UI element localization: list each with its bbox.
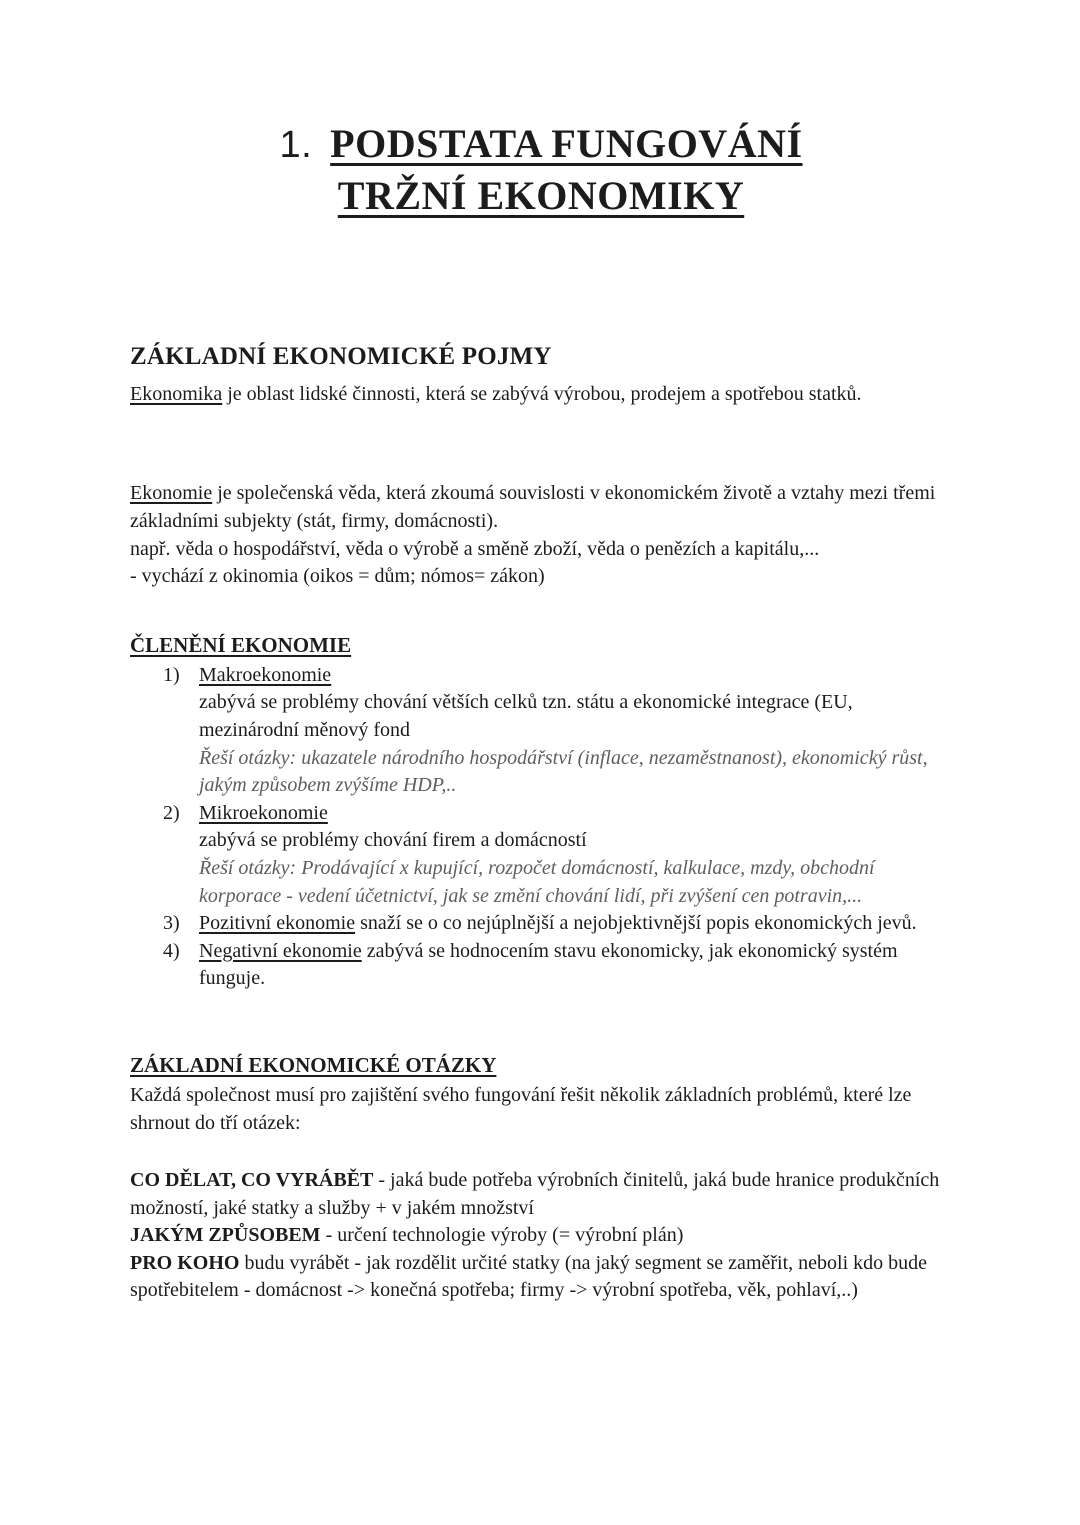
title-line-1 [130, 118, 952, 170]
list-term: Pozitivní ekonomie [199, 912, 356, 935]
list-item-description: zabývá se problémy chování větších celků tzn. státu a ekonomické integrace (EU, mezinárodní měnový fond [199, 691, 853, 742]
list-term: Makroekonomie [199, 663, 332, 686]
page-title [130, 118, 952, 222]
list-term: Negativní ekonomie [199, 939, 362, 962]
question-lead-how: JAKÝM ZPŮSOBEM [130, 1224, 321, 1247]
list-item-body [199, 800, 952, 910]
list-number: 2) [163, 801, 180, 824]
title-text-line1: PODSTATA FUNGOVÁNÍ [330, 121, 803, 166]
list-number: 3) [163, 912, 180, 935]
question-text-how: - určení technologie výroby (= výrobní plán) [320, 1224, 684, 1247]
list-item-firstline [199, 662, 952, 690]
paragraph-ekonomie-example: např. věda o hospodářství, věda o výrobě a směně zboží, věda o penězích a kapitálu,... [130, 537, 820, 560]
text-ekonomika: je oblast lidské činnosti, která se zabývá výrobou, prodejem a spotřebou statků. [222, 382, 862, 405]
title-number: 1. [279, 124, 313, 166]
question-lead-for-whom: PRO KOHO [130, 1251, 240, 1274]
question-text-what: - jaká bude potřeba výrobních činitelů, jaká bude hranice produkčních možností, jaké statky a služby + v jakém množství [130, 1169, 940, 1219]
list-item-note: Řeší otázky: ukazatele národního hospodářství (inflace, nezaměstnanost), ekonomický růst, jakým způsobem zvýšíme HDP,.. [199, 746, 928, 797]
list-item-description: zabývá se problémy chování firem a domácností [199, 829, 587, 852]
paragraph-question-how [130, 1222, 952, 1250]
paragraph-questions-intro: Každá společnost musí pro zajištění svého fungování řešit několik základních problémů, které lze shrnout do tří otázek: [130, 1083, 912, 1134]
text-ekonomie: je společenská věda, která zkoumá souvislosti v ekonomickém životě a vztahy mezi třemi základními subjekty (stát, firmy, domácnosti). [130, 482, 936, 533]
economy-types-list [130, 662, 952, 993]
list-item-mikroekonomie [130, 800, 952, 910]
term-ekonomie: Ekonomie [130, 482, 213, 505]
section-heading-basic-terms: ZÁKLADNÍ EKONOMICKÉ POJMY [130, 343, 552, 371]
paragraph-ekonomika [130, 381, 952, 409]
list-item-firstline [199, 938, 952, 993]
list-item-firstline [199, 910, 952, 938]
list-item-pozitivni-ekonomie [130, 910, 952, 938]
paragraph-ekonomie-main [130, 480, 952, 535]
list-item-makroekonomie [130, 662, 952, 800]
list-number: 1) [163, 663, 180, 686]
list-inline-text: snaží se o co nejúplnější a nejobjektivnější popis ekonomických jevů. [355, 912, 917, 935]
list-item-firstline [199, 800, 952, 828]
title-line-2 [130, 170, 952, 222]
paragraph-ekonomie [130, 480, 952, 590]
list-item-body [199, 662, 952, 800]
paragraph-question-for-whom [130, 1250, 952, 1305]
section-heading-division: ČLENĚNÍ EKONOMIE [130, 632, 352, 657]
list-term: Mikroekonomie [199, 801, 328, 824]
list-item-negativni-ekonomie [130, 938, 952, 993]
list-number: 4) [163, 939, 180, 962]
list-item-body [199, 938, 952, 993]
term-ekonomika: Ekonomika [130, 382, 223, 405]
question-lead-what: CO DĚLAT, CO VYRÁBĚT [130, 1169, 374, 1192]
list-item-body [199, 910, 952, 938]
paragraph-ekonomie-origin: - vychází z okinomia (oikos = dům; nómos= zákon) [130, 565, 545, 588]
list-item-note: Řeší otázky: Prodávající x kupující, rozpočet domácností, kalkulace, mzdy, obchodní korporace - vedení účetnictví, jak se změní chování lidí, při zvýšení cen potravin,... [199, 856, 875, 907]
section-heading-questions: ZÁKLADNÍ EKONOMICKÉ OTÁZKY [130, 1052, 497, 1077]
list-inline-text: zabývá se hodnocením stavu ekonomicky, jak ekonomický systém funguje. [199, 939, 898, 990]
paragraph-question-what [130, 1167, 952, 1222]
question-text-for-whom: budu vyrábět - jak rozdělit určité statky (na jaký segment se zaměřit, neboli kdo bude spotřebitelem - domácnost -> konečná spotřeba; firmy -> výrobní spotřeba, věk, pohlaví,..) [130, 1251, 928, 1302]
title-text-line2: TRŽNÍ EKONOMIKY [337, 173, 745, 219]
